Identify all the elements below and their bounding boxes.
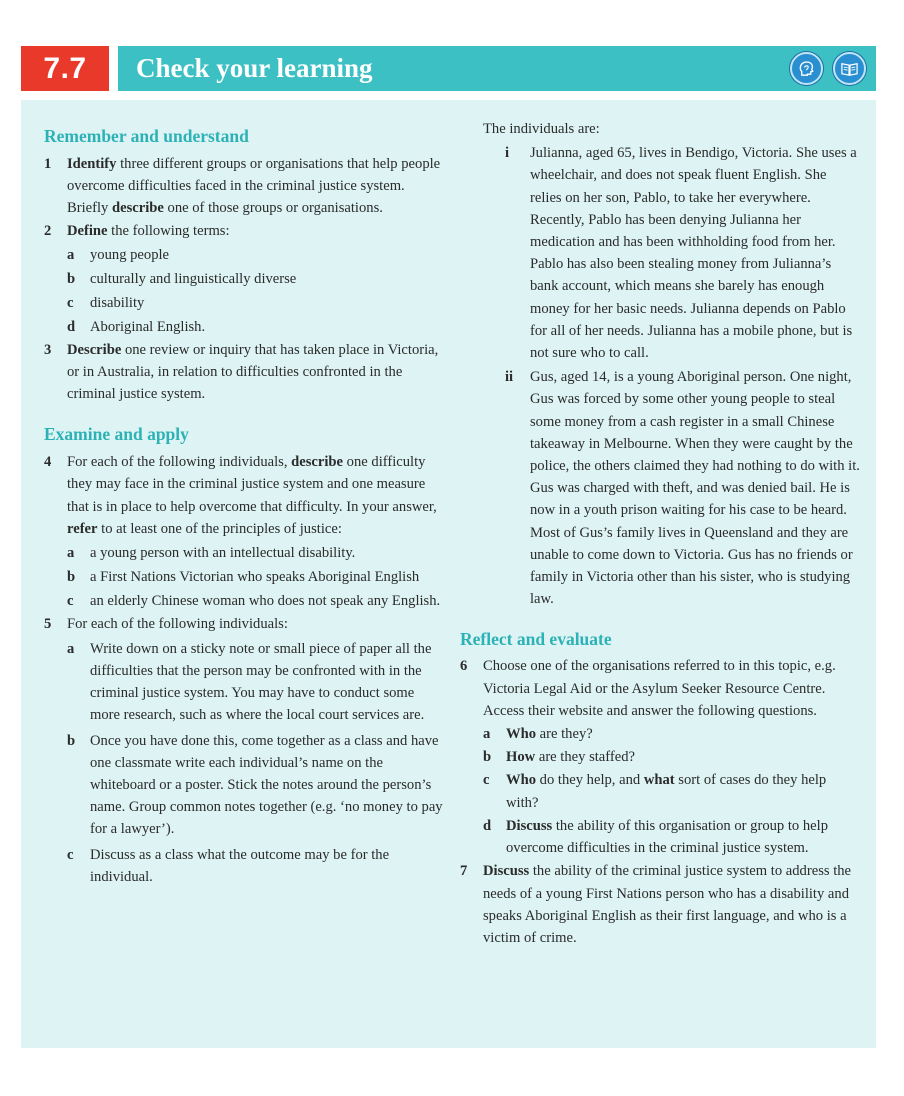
- head-thinking-icon[interactable]: [790, 52, 823, 85]
- question-4: 4 For each of the following individuals, describe one difficulty they may face in the criminal justice system and one measure that is in place to help overcome that difficulty. In your answer, refer to at least one of the principles of justice:: [44, 454, 437, 537]
- question-2: 2 Define the following terms:: [44, 222, 230, 239]
- question-6: 6 Choose one of the organisations referred to in this topic, e.g. Victoria Legal Aid or the Asylum Seeker Resource Centre. Access their website and answer the following questions.: [460, 658, 836, 719]
- question-2a: a young people: [67, 246, 170, 263]
- question-5: 5 For each of the following individuals:: [44, 615, 288, 632]
- question-6c: c Who do they help, and what sort of cases do they help with?: [483, 772, 827, 811]
- question-3: 3 Describe one review or inquiry that has taken place in Victoria, or in Australia, in relation to difficulties confronted in the criminal justice system.: [44, 341, 439, 403]
- question-2d: d Aboriginal English.: [67, 319, 206, 336]
- question-5c: c Discuss as a class what the outcome may be for the individual.: [67, 846, 390, 885]
- individual-i: i Julianna, aged 65, lives in Bendigo, Victoria. She uses a wheelchair, and does not speak fluent English. She relies on her son, Pablo, to take her everywhere. Recently, Pablo has been denying Julianna her medication and has been withholding food from her. Pablo has also been stealing money from Julianna’s bank account, which means she barely has enough money for her basic needs. Julianna depends on Pablo for all of her needs. Julianna has a mobile phone, but is not sure who to call.: [505, 145, 857, 362]
- title-bar: [118, 46, 876, 91]
- question-6a: a Who are they?: [483, 726, 593, 743]
- question-1: 1 Identify three different groups or organisations that help people overcome difficulties faced in the criminal justice system. Briefly describe one of those groups or organisations.: [44, 156, 441, 217]
- question-7: 7 Discuss the ability of the criminal justice system to address the needs of a young First Nations person who has a disability and speaks Aboriginal English as their first language, and who is a victim of crime.: [460, 863, 852, 946]
- question-5b: b Once you have done this, come together as a class and have one classmate write each individual’s name on the whiteboard or a poster. Stick the notes around the person’s name. Group common notes together (e.g. ‘no money to pay for a lawyer’).: [67, 732, 443, 838]
- question-4a: a a young person with an intellectual disability.: [67, 545, 356, 562]
- individual-ii: ii Gus, aged 14, is a young Aboriginal person. One night, Gus was forced by some other young people to steal some money from a cash register in a small Chinese takeaway in Melbourne. When they were caught by the police, the others claimed they had nothing to do with it. Gus was charged with theft, and was denied bail. He is now in a youth prison waiting for his case to be heard. Most of Gus’s family lives in Queensland and they are unable to come down to Victoria. Gus has no friends or family in Victoria other than his sister, who is studying law.: [505, 369, 860, 608]
- question-6d: d Discuss the ability of this organisation or group to help overcome difficulties in the criminal justice system.: [483, 817, 828, 857]
- individuals-intro: The individuals are:: [483, 121, 600, 137]
- right-column: [460, 118, 860, 949]
- heading-remember: Remember and understand: [44, 126, 249, 146]
- open-book-icon[interactable]: [833, 52, 866, 85]
- section-number: 7.7: [21, 46, 109, 91]
- left-column: [44, 124, 444, 888]
- question-4b: b a First Nations Victorian who speaks Aboriginal English: [67, 569, 420, 586]
- section-header: [21, 46, 876, 91]
- heading-reflect: Reflect and evaluate: [460, 629, 612, 650]
- question-4c: c an elderly Chinese woman who does not speak any English.: [67, 593, 441, 610]
- question-6b: b How are they staffed?: [483, 749, 635, 766]
- question-2b: b culturally and linguistically diverse: [67, 271, 297, 288]
- page-title: Check your learning: [136, 53, 373, 83]
- question-5a: a Write down on a sticky note or small piece of paper all the difficulties that the person may be confronted with in the criminal justice system. You may have to conduct some more research, such as where the local court services are.: [67, 640, 432, 724]
- heading-examine: Examine and apply: [44, 424, 189, 445]
- question-2c: c disability: [67, 295, 145, 312]
